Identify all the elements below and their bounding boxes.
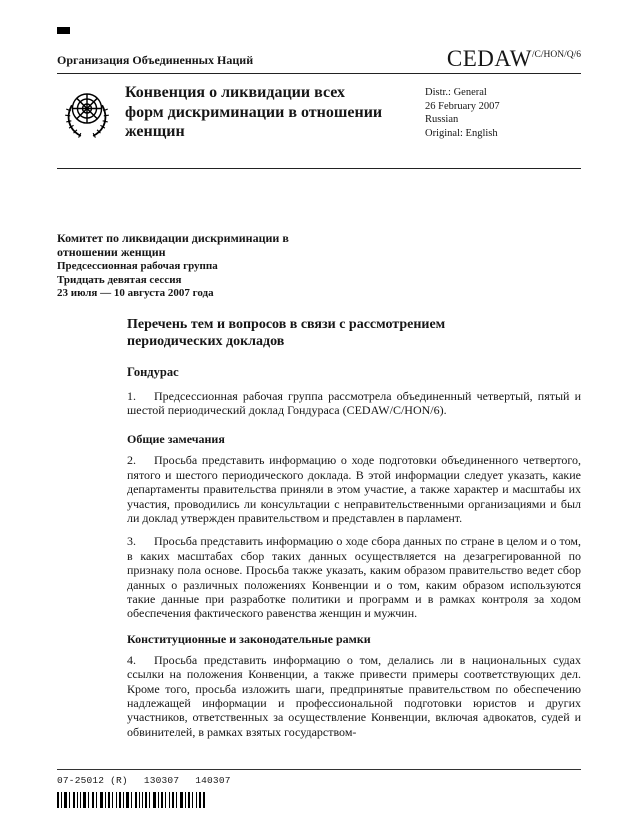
paragraph-1-number: 1. — [127, 388, 136, 403]
convention-title: Конвенция о ликвидации всех форм дискриминации в отношении женщин — [125, 84, 383, 140]
section-heading-constitutional-framework: Конституционные и законодательные рамки — [127, 631, 371, 646]
paragraph-3-number: 3. — [127, 534, 136, 549]
document-number: 07-25012 (R) — [57, 775, 128, 786]
committee-name: Комитет по ликвидации дискриминации в отношении женщин — [57, 231, 289, 259]
page-footer — [57, 769, 581, 808]
committee-subheadings — [57, 260, 581, 301]
distr-date: 26 February 2007 — [425, 100, 500, 112]
document-symbol-main: CEDAW — [446, 46, 532, 71]
paragraph-3 — [127, 534, 581, 620]
paragraph-1-text: Предсессионная рабочая группа рассмотрела объединенный четвертый, пятый и шестой периодический доклад Гондураса (CEDAW/C/HON/6). — [127, 388, 581, 417]
footer-code-1: 130307 — [143, 775, 180, 786]
distr-language: Russian — [425, 114, 459, 125]
country-heading: Гондурас — [127, 364, 179, 379]
session-title: Тридцать девятая сессия — [57, 273, 182, 286]
document-body — [127, 316, 581, 740]
masthead — [57, 85, 581, 168]
header-divider — [57, 73, 581, 74]
paragraph-1 — [127, 389, 581, 418]
masthead-divider — [57, 168, 581, 169]
session-dates: 23 июля — 10 августа 2007 года — [57, 287, 214, 299]
footer-code-2: 140307 — [195, 775, 231, 786]
distribution-block — [425, 86, 581, 168]
footer-text — [57, 770, 581, 786]
paragraph-4 — [127, 653, 581, 739]
section-heading-general-remarks: Общие замечания — [127, 432, 225, 447]
document-symbol-suffix: /C/HON/Q/6 — [531, 50, 581, 60]
document-symbol — [447, 48, 581, 70]
organization-name: Организация Объединенных Наций — [57, 53, 254, 67]
barcode — [57, 792, 205, 808]
document-title: Перечень тем и вопросов в связи с рассмотрением периодических докладов — [127, 316, 446, 349]
un-emblem-icon — [59, 85, 115, 141]
paragraph-2-number: 2. — [127, 453, 136, 468]
paragraph-2-text: Просьба представить информацию о ходе подготовки объединенного четвертого, пятого и шестого периодического доклада. В этой информации следует указать, какие департаменты правительства приняли в этом участие, а также характер и масштабы их участия, проводились ли консультации с неправительственными организациями и был ли доклад утвержден правительством и представлен в парламент. — [127, 453, 581, 525]
distr-original: Original: English — [425, 127, 498, 139]
paragraph-4-number: 4. — [127, 652, 136, 667]
working-group-title: Предсессионная рабочая группа — [57, 260, 218, 272]
paragraph-4-text: Просьба представить информацию о том, делались ли в национальных судах ссылки на положения Конвенции, а также привести примеры соответствующих дел. Кроме того, просьба изложить шаги, предпринятые правительством по обеспечению надлежащей информации и профессиональной подготовки юристов и других участников, ответственных за осуществление Конвенции, включая адвокатов, судей и обвинителей, в рамках взятых государством- — [127, 652, 581, 739]
print-registration-mark — [57, 27, 70, 34]
document-header — [57, 48, 581, 70]
committee-block — [57, 231, 581, 301]
paragraph-2 — [127, 453, 581, 525]
paragraph-3-text: Просьба представить информацию о ходе сбора данных по стране в целом и о том, в каких масштабах сбор таких данных осуществляется на дезагрегированной по признаку пола основе. Просьба также указать, каким образом правительство ведет сбор данных о различных положениях Конвенции и о том, каким образом используются такие данные при разработке политики и программ и в рамках контроля за ходом обеспечения фактического равенства женщин и мужчин. — [127, 534, 581, 621]
distr-line: Distr.: General — [425, 87, 487, 98]
